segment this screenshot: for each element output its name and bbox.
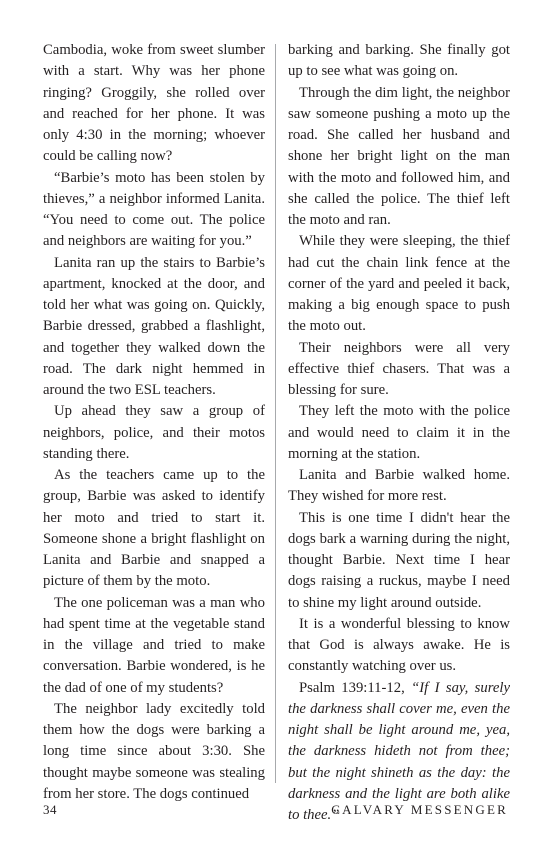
paragraph: “Barbie’s moto has been stolen by thieves,” a neighbor informed Lanita. “You need to come out. The police and neighbors are waiting for you.”	[43, 169, 265, 250]
paragraph: The one policeman was a man who had spent time at the vegetable stand in the village and tried to make conversation. Barbie wondered, is he the dad of one of my students?	[43, 594, 265, 696]
paragraph: Through the dim light, the neighbor saw someone pushing a moto up the road. She called her husband and shone her bright light on the man with the moto and followed him, and she called the police. The thief left the moto and ran.	[288, 84, 510, 228]
paragraph: This is one time I didn't hear the dogs bark a warning during the night, thought Barbie. Next time I hear dogs raising a ruckus, maybe I need to shine my light around outside.	[288, 509, 510, 611]
paragraph: Cambodia, woke from sweet slumber with a start. Why was her phone ringing? Groggily, she rolled over and reached for her phone. It was only 4:30 in the morning; whoever could be calling now?	[43, 42, 265, 165]
paragraph: It is a wonderful blessing to know that God is always awake. He is constantly watching over us.	[288, 615, 510, 675]
paragraph: Up ahead they saw a group of neighbors, police, and their motos standing there.	[43, 403, 265, 462]
paragraph: While they were sleeping, the thief had cut the chain link fence at the corner of the yard and peeled it back, making a big enough space to push the moto out.	[288, 233, 510, 335]
paragraph: barking and barking. She finally got up to see what was going on.	[288, 42, 510, 80]
paragraph: Their neighbors were all very effective thief chasers. That was a blessing for sure.	[288, 339, 510, 398]
left-column	[43, 40, 265, 805]
scripture-quote: “If I say, surely the darkness shall cover me, even the night shall be light around me, yea, the darkness hideth not from thee; but the night shineth as the day: the darkness and the light are both alike to thee.”	[288, 679, 510, 823]
paragraph: They left the moto with the police and would need to claim it in the morning at the station.	[288, 403, 510, 462]
publication-title: CALVARY MESSENGER	[331, 802, 508, 817]
scripture-reference: Psalm 139:11-12,	[299, 679, 412, 696]
paragraph: Lanita ran up the stairs to Barbie’s apartment, knocked at the door, and told her what was going on. Quickly, Barbie dressed, grabbed a flashlight, and together they walked down the road. The dark night hemmed in around the two ESL teachers.	[43, 254, 265, 398]
column-divider	[275, 44, 276, 783]
paragraph: The neighbor lady excitedly told them how the dogs were barking a long time since about 3:30. She thought maybe someone was stealing from her store. The dogs continued	[43, 700, 265, 802]
paragraph: Lanita and Barbie walked home. They wished for more rest.	[288, 467, 510, 505]
page-number: 34	[43, 802, 57, 817]
paragraph: As the teachers came up to the group, Barbie was asked to identify her moto and tried to start it. Someone shone a bright flashlight on Lanita and Barbie and snapped a picture of them by the moto.	[43, 467, 265, 590]
right-column	[288, 40, 510, 826]
